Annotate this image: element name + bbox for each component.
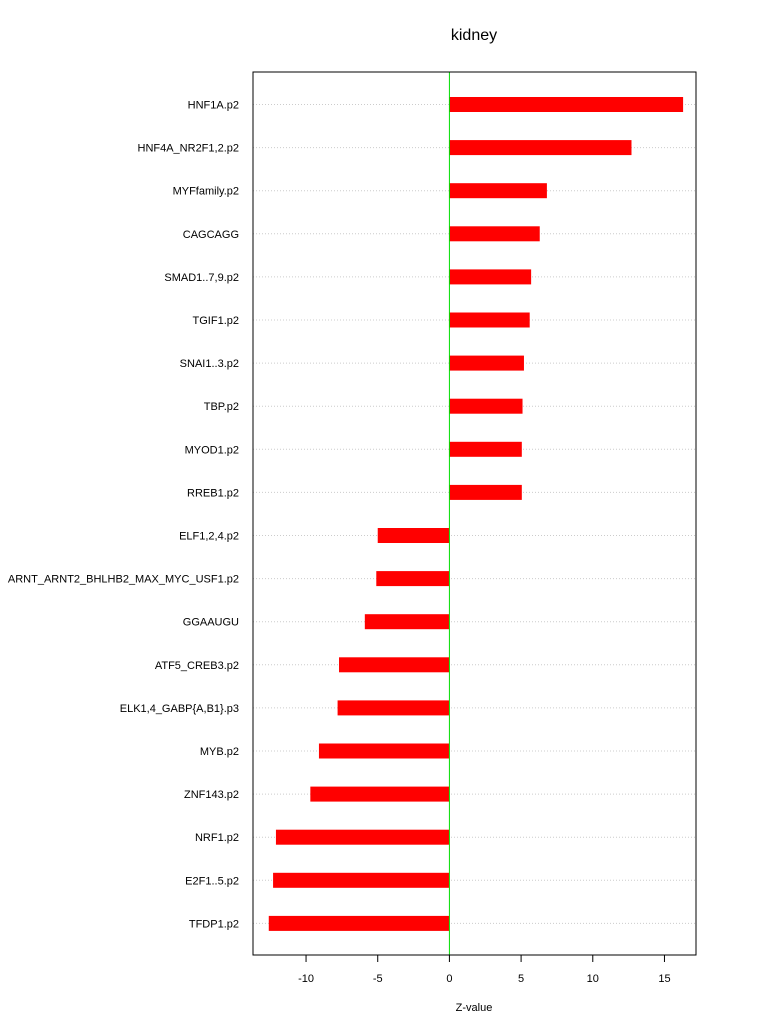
bar	[276, 830, 449, 845]
bar	[449, 140, 631, 155]
chart-title: kidney	[450, 27, 498, 44]
bar	[449, 97, 683, 112]
x-tick-label: -5	[372, 973, 383, 985]
bar	[449, 269, 531, 284]
category-label: RREB1.p2	[187, 487, 239, 500]
bar	[269, 916, 450, 931]
bars-layer	[269, 72, 683, 955]
category-label: SNAI1..3.p2	[179, 358, 239, 371]
bar	[449, 442, 521, 457]
bar	[449, 356, 524, 371]
category-label: HNF4A_NR2F1,2.p2	[137, 142, 239, 155]
x-axis	[298, 955, 670, 985]
bar	[449, 226, 539, 241]
category-label: TBP.p2	[203, 401, 239, 414]
bar	[339, 657, 449, 672]
x-tick-label: 10	[586, 973, 599, 985]
category-label: ELF1,2,4.p2	[179, 530, 239, 543]
category-label: TGIF1.p2	[192, 315, 239, 327]
x-tick-label: 0	[446, 973, 453, 985]
bar	[378, 528, 450, 543]
plot-frame	[253, 72, 696, 955]
bar	[376, 571, 449, 586]
category-label: ELK1,4_GABP{A,B1}.p3	[119, 702, 239, 715]
bar	[338, 700, 450, 715]
x-tick-label: 15	[658, 973, 671, 985]
x-tick-label: 5	[518, 973, 525, 985]
category-label: E2F1..5.p2	[185, 875, 239, 888]
category-label: TFDP1.p2	[188, 918, 239, 931]
bar	[310, 787, 449, 802]
category-label: MYFfamily.p2	[172, 185, 239, 198]
x-axis-label: Z-value	[455, 1002, 493, 1014]
category-label: ARNT_ARNT2_BHLHB2_MAX_MYC_USF1.p2	[7, 573, 239, 586]
bar	[449, 313, 529, 328]
x-tick-label: -10	[298, 973, 314, 985]
category-labels	[8, 100, 239, 931]
category-label: ZNF143.p2	[183, 789, 239, 802]
bar	[449, 485, 521, 500]
bar	[273, 873, 449, 888]
category-label: SMAD1..7,9.p2	[164, 271, 239, 284]
bar	[319, 744, 449, 759]
category-label: ATF5_CREB3.p2	[154, 659, 239, 672]
bar	[449, 399, 522, 414]
category-label: GGAAUGU	[182, 616, 239, 629]
category-label: CAGCAGG	[182, 228, 239, 241]
category-label: NRF1.p2	[194, 832, 239, 845]
category-label: MYB.p2	[199, 746, 239, 758]
bar	[365, 614, 450, 629]
category-label: HNF1A.p2	[187, 99, 239, 112]
bar	[449, 183, 546, 198]
category-label: MYOD1.p2	[184, 444, 239, 457]
